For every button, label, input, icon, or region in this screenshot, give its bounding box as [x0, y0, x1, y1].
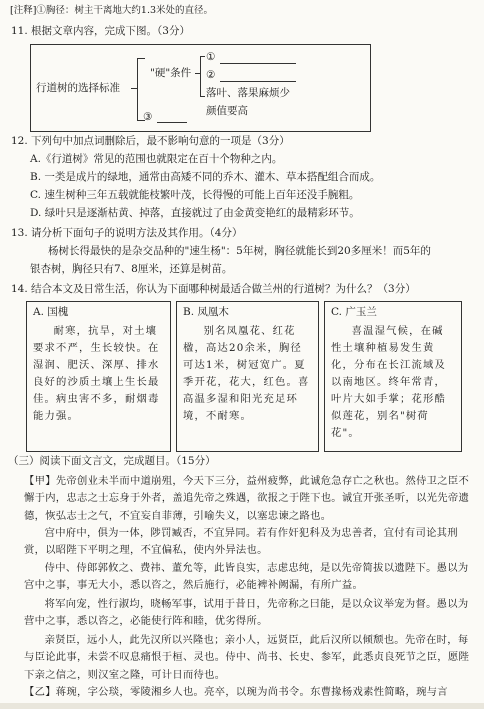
q11-circ1: ①	[206, 51, 216, 63]
q14-option-a-body: 耐寒，抗旱，对土壤要求不严，生长较快。在湿润、肥沃、深厚、排水良好的沙质土壤上生长最佳。病虫害不多，耐烟毒能力强。	[33, 325, 160, 422]
q14-option-c-body: 喜温湿气候，在碱性土壤种植易发生黄化，分布在长江流域及以南地区。终年常青，叶片大如手掌；花形酷似莲花，别名"树荷花"。	[331, 325, 446, 439]
q14-option-b-box[interactable]	[176, 301, 319, 452]
q14-option-a-title: A. 国槐	[33, 306, 69, 318]
brace-left-top	[137, 58, 145, 59]
passage-jia-p3: 侍中、侍郎郭攸之、费祎、董允等，此皆良实，志虑忠纯，是以先帝简拔以遗陛下。愚以为宫中之事，事无大小，悉以咨之，然后施行，必能裨补阙漏，有所广益。	[24, 562, 469, 592]
brace-small-mid	[195, 73, 200, 74]
q11-circ3: ③	[143, 111, 153, 123]
passage-jia-p1: 【甲】先帝创业未半而中道崩殂，今天下三分，益州疲弊，此诚危急存亡之秋也。然侍卫之臣不懈于内，忠志之士忘身于外者，盖追先帝之殊遇，欲报之于陛下也。诚宜开张圣听，以光先帝遗德，恢弘志士之气，不宜妄自菲薄，引喻失义，以塞忠谏之路也。	[24, 475, 470, 522]
brace-small-top	[200, 56, 205, 57]
footnote: [注释]①胸径：树主干离地大约1.3米处的直径。	[10, 5, 214, 16]
q11-blank1[interactable]	[220, 63, 296, 64]
passage-jia-p5: 亲贤臣，远小人，此先汉所以兴隆也；亲小人，远贤臣，此后汉所以倾颓也。先帝在时，每与臣论此事，未尝不叹息痛恨于桓、灵也。侍中、尚书、长史、参军，此悉贞良死节之臣，愿陛下亲之信之，则汉室之隆，可计日而待也。	[24, 634, 470, 681]
brace-small-vertical	[200, 56, 201, 96]
q11-blank2[interactable]	[220, 81, 296, 82]
q12-stem: 12. 下列句中加点词删除后，最不影响句意的一项是（3分）	[11, 135, 290, 147]
q11-left-label: 行道树的选择标准	[36, 82, 120, 94]
q11-circ2: ②	[206, 69, 216, 81]
passage-jia-p4: 将军向宠，性行淑均，晓畅军事，试用于昔日，先帝称之曰能，是以众议举宠为督。愚以为营中之事，悉以咨之，必能使行阵和睦，优劣得所。	[24, 598, 469, 628]
section3-heading: （三）阅读下面文言文，完成题目。（15分）	[8, 455, 216, 467]
brace-small-bottom	[200, 96, 205, 97]
q11-stem: 11. 根据文章内容，完成下图。（3分）	[11, 25, 190, 37]
q14-option-c-box[interactable]	[324, 301, 462, 452]
page-bottom-edge	[0, 703, 484, 709]
q11-blank3[interactable]	[157, 122, 187, 123]
passage-jia-p2: 宫中府中，俱为一体，陟罚臧否，不宜异同。若有作奸犯科及为忠善者，宜付有司论其刑赏，以昭陛下平明之理，不宜偏私，使内外异法也。	[24, 527, 458, 557]
q13-quote: 杨树长得最快的是杂交品种的"速生杨"：5年树，胸径就能长到20多厘米！而5年的	[48, 245, 431, 257]
q14-option-c-title: C. 广玉兰	[331, 306, 377, 318]
q11-leaf-drop: 落叶、落果麻烦少	[206, 87, 290, 99]
brace-left-vertical	[137, 58, 138, 120]
q13-stem: 13. 请分析下面句子的说明方法及其作用。（4分）	[11, 227, 243, 239]
q14-option-a-box[interactable]	[26, 301, 171, 452]
passage-yi-p1: 【乙】蒋琬，字公琰，零陵湘乡人也。亮卒，以琬为尚书令。东曹掾杨戏素性简略，琬与言	[24, 686, 448, 698]
q14-option-b-title: B. 凤凰木	[183, 306, 229, 318]
q11-hard-label: "硬"条件	[150, 67, 192, 79]
q11-high-value: 颜值要高	[206, 105, 248, 117]
q13-quote-2: 银杏树，胸径只有7、8厘米，还算是树苗。	[30, 263, 233, 275]
q14-stem: 14. 结合本文及日常生活，你认为下面哪种树最适合做兰州的行道树？为什么？（3分）	[11, 283, 416, 295]
q14-option-b-body: 别名凤凰花、红花楹，高达20余米，胸径可达1米，树冠宽广。夏季开花，花大，红色。喜高温多湿和阳光充足环境，不耐寒。	[183, 325, 310, 422]
q12-option-a[interactable]: A.《行道树》常见的范围也就限定在百十个物种之内。	[30, 153, 283, 165]
brace-left-mid	[131, 88, 137, 89]
q12-option-c[interactable]: C. 速生树种三年五载就能枝繁叶茂，长得慢的可能上百年还没手腕粗。	[30, 189, 360, 201]
q12-option-d[interactable]: D. 绿叶只是逐渐枯黄、掉落，直接就过了由金黄变艳红的最精彩环节。	[30, 207, 360, 219]
q12-option-b[interactable]: B. 一类是成片的绿地，通常由高矮不同的乔木、灌木、草本搭配组合而成。	[30, 171, 381, 183]
